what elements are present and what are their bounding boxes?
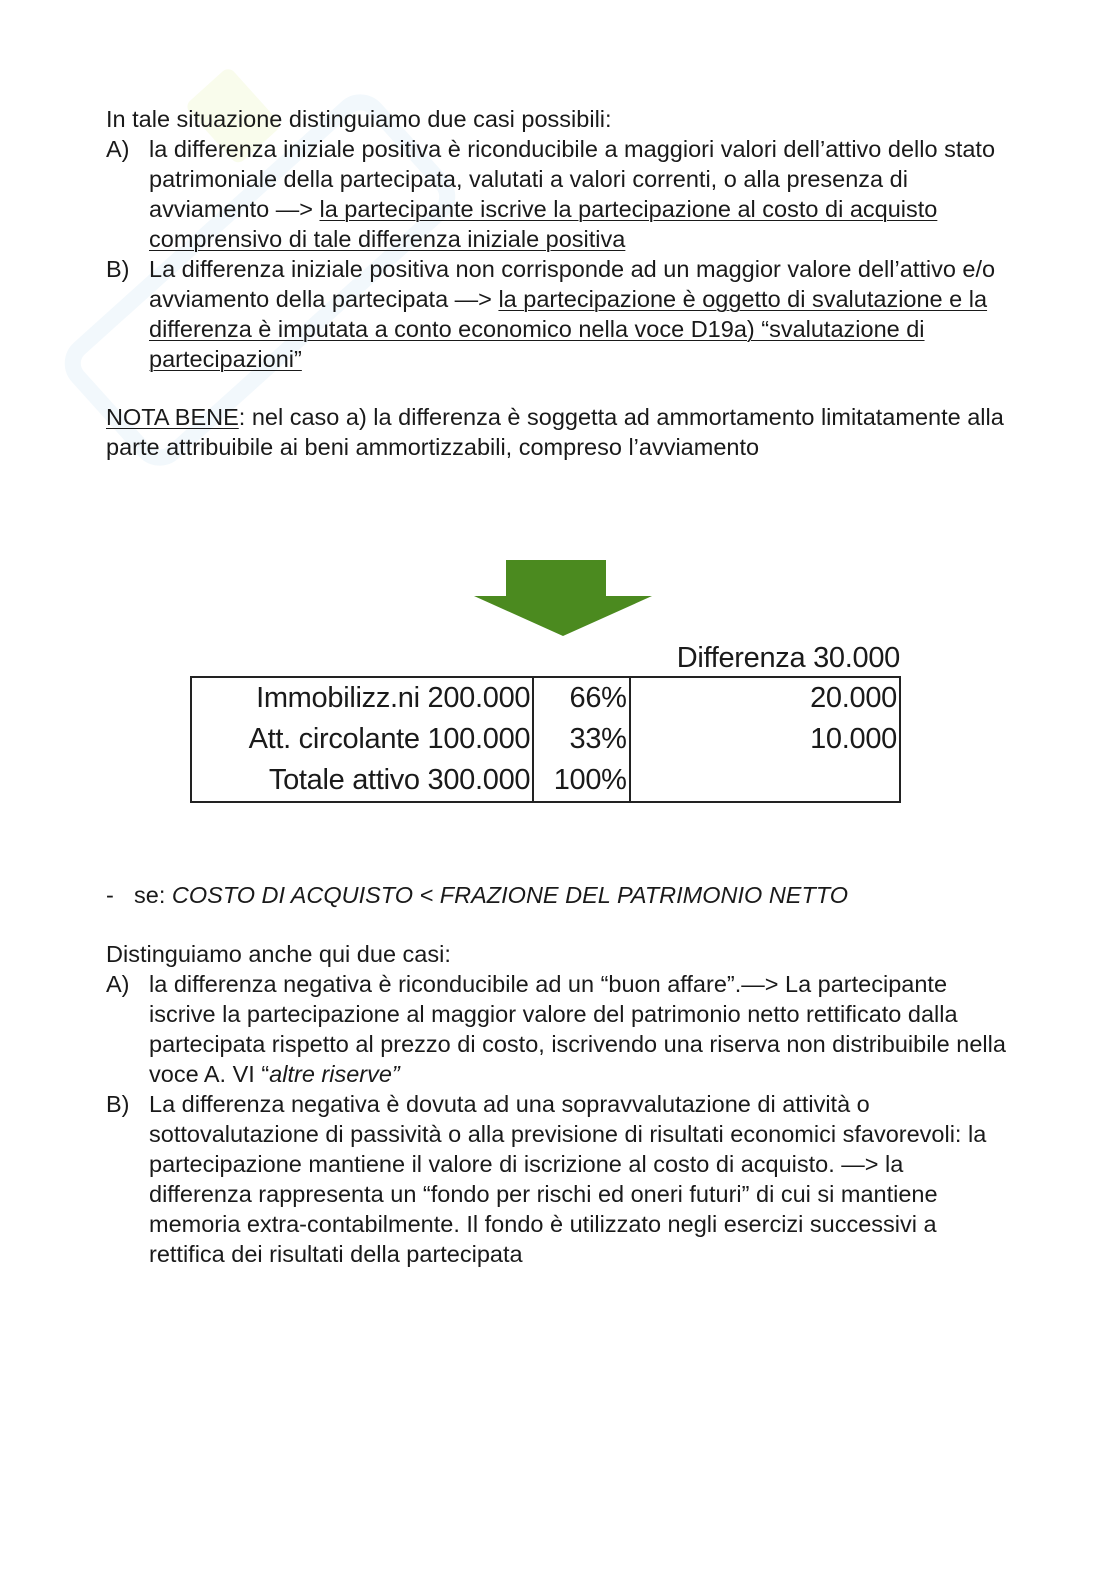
condition-formula: COSTO DI ACQUISTO < FRAZIONE DEL PATRIMONIO NETTO [171, 882, 849, 908]
table-row [191, 677, 900, 719]
positive-case-a [106, 134, 1006, 254]
assets-table [190, 676, 901, 803]
case-body: La differenza iniziale positiva non corrisponde ad un maggior valore dell’attivo e/o avviamento della partecipata —> [149, 256, 996, 312]
asset-percent: 33% [533, 719, 629, 760]
down-arrow-icon [474, 560, 652, 636]
intro-paragraph: In tale situazione distinguiamo due casi possibili: [106, 106, 612, 132]
list-dash: - [106, 882, 114, 908]
asset-difference [630, 760, 900, 802]
intro2-paragraph: Distinguiamo anche qui due casi: [106, 941, 451, 967]
nota-bene-label: NOTA BENE [106, 404, 239, 430]
case-marker: B) [106, 1091, 130, 1117]
case-text [149, 134, 1006, 254]
case-marker: A) [106, 971, 130, 997]
case-body: la differenza negativa è riconducibile ad un “buon affare”.—> La partecipante iscrive la partecipazione al maggior valore del patrimonio netto rettificato dalla partecipata rispetto al prezzo di costo, iscrivendo una riserva non distribuibile nella voce A. VI “ [149, 971, 1006, 1087]
table-row [191, 719, 900, 760]
asset-percent: 66% [533, 677, 629, 719]
condition-prefix: se: [134, 882, 172, 908]
case-italic-text: altre riserve” [269, 1061, 400, 1087]
case-underlined-text: la partecipazione è oggetto di svalutazione e la differenza è imputata a conto economico nella voce D19a) “svalutazione di partecipazioni” [149, 286, 988, 372]
case-text: La differenza negativa è dovuta ad una sopravvalutazione di attività o sottovalutazione di passività o alla previsione di risultati economici sfavorevoli: la partecipazione mantiene il valore di iscrizione al costo di acquisto. —> la differenza rappresenta un “fondo per rischi ed oneri futuri” di cui si mantiene memoria extra-contabilmente. Il fondo è utilizzato negli esercizi successivi a rettifica dei risultati della partecipata [149, 1091, 987, 1267]
negative-case-b [106, 1089, 1006, 1269]
positive-case-b [106, 254, 1006, 374]
case-body: la differenza iniziale positiva è riconducibile a maggiori valori dell’attivo dello stato patrimoniale della partecipata, valutati a valori correnti, o alla presenza di avviamento —> [149, 136, 996, 222]
asset-label: Immobilizz.ni 200.000 [191, 677, 533, 719]
asset-difference: 20.000 [810, 682, 897, 714]
case-text [149, 254, 1006, 374]
asset-label: Att. circolante 100.000 [191, 719, 533, 760]
difference-header: Differenza 30.000 [676, 642, 900, 674]
table-row [191, 760, 900, 802]
asset-percent: 100% [533, 760, 629, 802]
asset-label: Totale attivo 300.000 [191, 760, 533, 802]
nota-bene-paragraph [106, 402, 1006, 462]
case-marker: A) [106, 136, 130, 162]
case-underlined-text: la partecipante iscrive la partecipazione al costo di acquisto comprensivo di tale differenza iniziale positiva [149, 196, 938, 252]
asset-difference: 10.000 [810, 723, 897, 755]
nota-bene-text: : nel caso a) la differenza è soggetta ad ammortamento limitatamente alla parte attribuibile ai beni ammortizzabili, compreso l’avviamento [106, 404, 1004, 460]
case-text [149, 969, 1006, 1089]
negative-case-a [106, 969, 1006, 1089]
case-marker: B) [106, 256, 130, 282]
second-condition [106, 880, 1006, 910]
